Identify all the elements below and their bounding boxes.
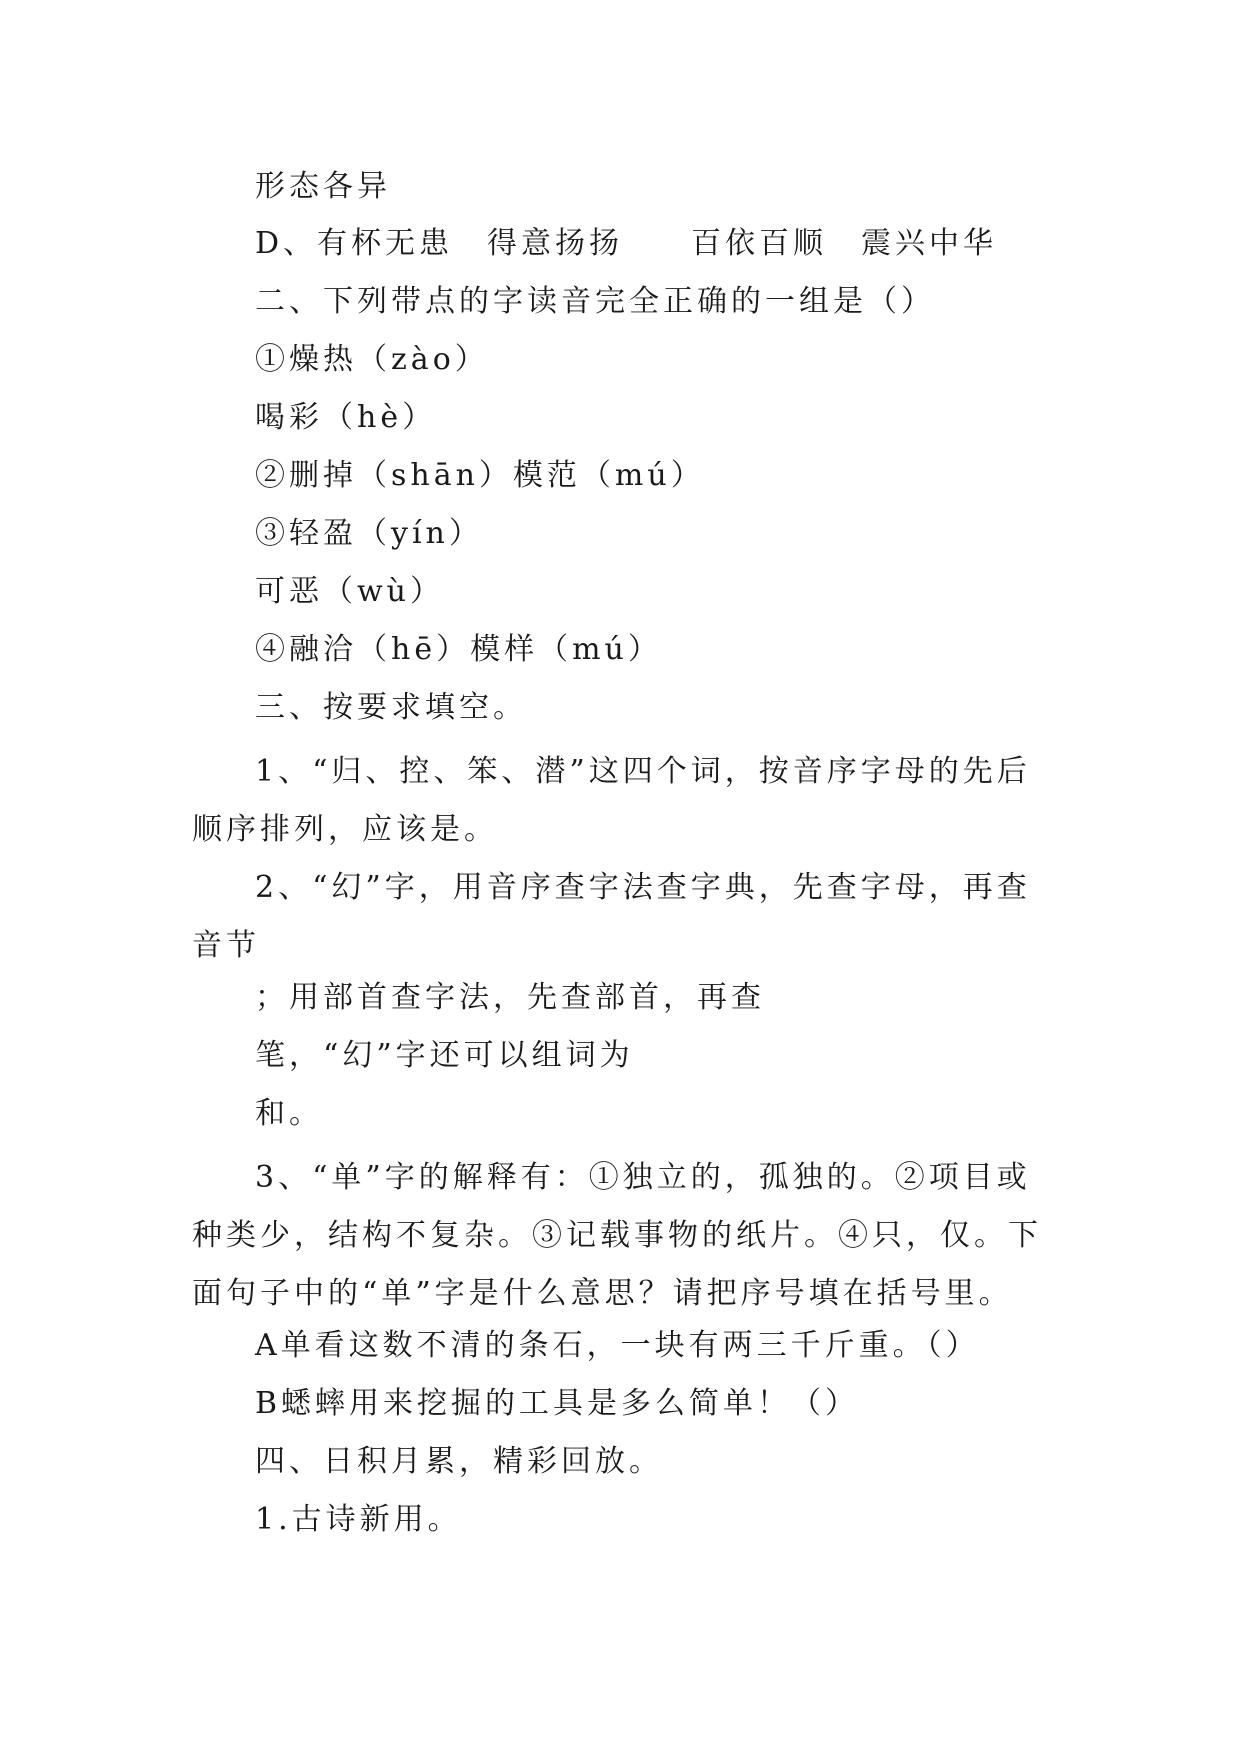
text-line: 形态各异 — [255, 169, 391, 204]
question-2: 2、“幻”字，用音序查字法查字典，先查字母，再查音节 — [192, 870, 1031, 963]
question-3: 3、“单”字的解释有：①独立的，孤独的。②项目或种类少，结构不复杂。③记载事物的纸片。④只，仅。下面句子中的“单”字是什么意思？请把序号填在括号里。 — [192, 1160, 1042, 1311]
pinyin-item-2: ②删掉（shān）模范（mú） — [255, 458, 705, 493]
question-3-sentence-a: A单看这数不清的条石，一块有两三千斤重。（） — [255, 1328, 980, 1363]
section-heading-3: 三、按要求填空。 — [255, 690, 527, 725]
question-2-line-2: ；用部首查字法，先查部首，再查 — [255, 980, 765, 1015]
pinyin-item-3b: 可恶（wù） — [255, 574, 444, 609]
question-2-line-4: 和。 — [255, 1096, 323, 1131]
pinyin-item-3a: ③轻盈（yín） — [255, 516, 483, 551]
question-2-line-3: 笔，“幻”字还可以组词为 — [255, 1038, 634, 1073]
question-1: 1、“归、控、笨、潜”这四个词，按音序字母的先后顺序排列，应该是。 — [192, 754, 1031, 847]
section-heading-2: 二、下列带点的字读音完全正确的一组是（） — [255, 284, 935, 319]
section-heading-4: 四、日积月累，精彩回放。 — [255, 1444, 663, 1479]
question-3-sentence-b: B蟋蟀用来挖掘的工具是多么简单！（） — [255, 1386, 860, 1421]
pinyin-item-1a: ①燥热（zào） — [255, 342, 489, 377]
pinyin-item-4: ④融洽（hē）模样（mú） — [255, 632, 662, 667]
option-d: D、有杯无患 得意扬扬 百依百顺 震兴中华 — [255, 226, 998, 261]
pinyin-item-1b: 喝彩（hè） — [255, 400, 437, 435]
subsection-heading: 1.古诗新用。 — [255, 1502, 462, 1537]
